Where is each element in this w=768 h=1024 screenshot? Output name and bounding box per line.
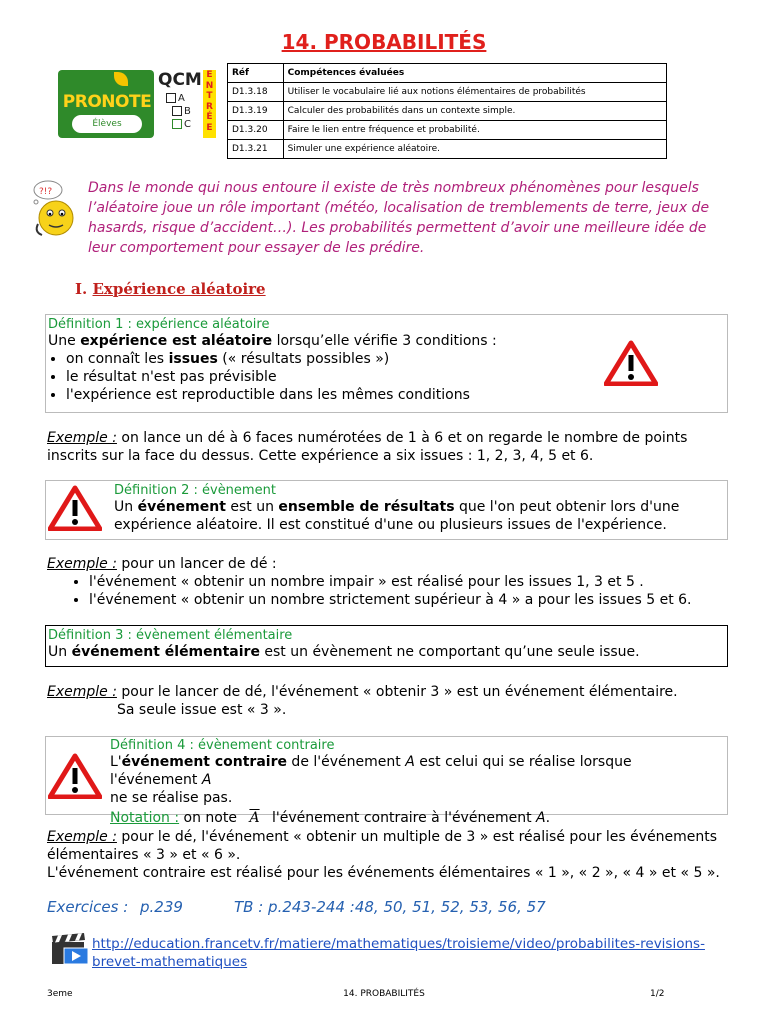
competence-cell: Faire le lien entre fréquence et probabilité. <box>283 121 666 140</box>
ref-cell: D1.3.21 <box>228 140 284 159</box>
definition-text: Un événement est un ensemble de résultats que l'on peut obtenir lors d'une expérience aléatoire. Il est constitué d'une ou plusieurs issues de l'expérience. <box>114 499 680 533</box>
example-2: Exemple : pour un lancer de dé : • l'événement « obtenir un nombre impair » est réalisé pour les issues 1, 3 et 5 . • l'événement « obtenir un nombre strictement supérieur à 4 » a pour les issues 5 et 6. <box>47 555 737 609</box>
footer-level: 3eme <box>47 989 73 999</box>
definition-title: Définition 2 : évènement <box>114 483 276 498</box>
table-header-row <box>228 64 667 83</box>
eleves-badge: Élèves <box>72 115 142 133</box>
list-item: • le résultat n'est pas prévisible <box>66 368 725 386</box>
column-header-competences: Compétences évaluées <box>283 64 666 83</box>
list-item: • on connaît les issues (« résultats possibles ») <box>66 350 725 368</box>
section-heading: I. Expérience aléatoire <box>75 280 266 298</box>
svg-text:?!?: ?!? <box>39 187 53 197</box>
competence-cell: Simuler une expérience aléatoire. <box>283 140 666 159</box>
ref-cell: D1.3.18 <box>228 83 284 102</box>
video-link[interactable]: http://education.francetv.fr/matiere/mathematiques/troisieme/video/probabilites-revisions-brevet-mathematiques <box>92 936 705 970</box>
checkbox-icon <box>172 106 182 116</box>
exercices-page: p.239 <box>140 898 183 916</box>
example-4: Exemple : pour le dé, l'événement « obtenir un multiple de 3 » est réalisé pour les événements élémentaires « 3 » et « 6 ». L'événement contraire est réalisé pour les événements élémentaires « 1 », « 2 », « 4 » et « 5 ». <box>47 829 720 881</box>
ref-cell: D1.3.19 <box>228 102 284 121</box>
footer-title: 14. PROBABILITÉS <box>343 989 425 999</box>
page-number: 1/2 <box>650 989 665 999</box>
qcm-title: QCM <box>158 70 202 90</box>
intro-paragraph: Dans le monde qui nous entoure il existe de très nombreux phénomènes pour lesquels l’aléatoire joue un rôle important (météo, localisation de tremblements de terre, jeux de hasards, risque d’accident…). Les probabilités permettent d’avoir une meilleure idée de leur comportement pour essayer de les prédire. <box>88 180 710 256</box>
qcm-option-b: B <box>172 106 191 117</box>
example-list <box>47 573 737 609</box>
checkbox-icon <box>166 93 176 103</box>
exercices-tb: TB : p.243-244 :48, 50, 51, 52, 53, 56, 57 <box>234 898 546 916</box>
pronote-logo-text: PRONOTE <box>62 92 152 112</box>
table-row <box>228 140 667 159</box>
example-1: Exemple : on lance un dé à 6 faces numérotées de 1 à 6 et on regarde le nombre de points inscrits sur la face du dessus. Cette expérience a six issues : 1, 2, 3, 4, 5 et 6. <box>47 430 688 464</box>
definition-text: Une expérience est aléatoire lorsqu’elle vérifie 3 conditions : <box>48 333 497 349</box>
example-3: Exemple : pour le lancer de dé, l'événement « obtenir 3 » est un événement élémentaire. Sa seule issue est « 3 ». <box>47 684 678 718</box>
table-row <box>228 102 667 121</box>
definition-title: Définition 3 : évènement élémentaire <box>48 628 293 643</box>
qcm-option-c: C <box>172 119 191 130</box>
list-item: • l'événement « obtenir un nombre strictement supérieur à 4 » a pour les issues 5 et 6. <box>89 591 737 609</box>
video-clapperboard-icon <box>50 932 90 966</box>
competences-table <box>227 63 667 159</box>
definition-4-content: Définition 4 : évènement contraire L'événement contraire de l'événement A est celui qui se réalise lorsque l'événement A ne se réalise pas. Notation : on note $\overline{A}$ l'événement contraire à l'événement A. <box>110 738 720 827</box>
competence-cell: Calculer des probabilités dans un contexte simple. <box>283 102 666 121</box>
exercices-label: Exercices : <box>47 898 129 916</box>
column-header-ref: Réf <box>228 64 284 83</box>
table-row <box>228 83 667 102</box>
warning-icon <box>48 753 102 799</box>
definition-text: Un événement élémentaire est un évènement ne comportant qu’une seule issue. <box>48 644 640 660</box>
thinking-smiley-icon <box>30 180 82 240</box>
warning-icon <box>48 485 102 531</box>
list-item: • l'expérience est reproductible dans les mêmes conditions <box>66 386 725 404</box>
definition-2-content <box>114 483 714 534</box>
definition-title: Définition 4 : évènement contraire <box>110 738 335 753</box>
checkmark-icon <box>172 119 182 129</box>
list-item: • l'événement « obtenir un nombre impair » est réalisé pour les issues 1, 3 et 5 . <box>89 573 737 591</box>
table-row <box>228 121 667 140</box>
definition-text: L'événement contraire de l'événement A est celui qui se réalise lorsque l'événement A <box>110 754 632 788</box>
definition-title: Définition 1 : expérience aléatoire <box>48 317 270 332</box>
page-title: 14. PROBABILITÉS <box>281 30 487 54</box>
competence-cell: Utiliser le vocabulaire lié aux notions élémentaires de probabilités <box>283 83 666 102</box>
ref-cell: D1.3.20 <box>228 121 284 140</box>
warning-icon <box>604 340 658 386</box>
qcm-option-a: A <box>166 93 185 104</box>
notation-line: Notation : on note $\overline{A}$ l'événement contraire à l'événement A. <box>110 810 551 826</box>
definition-box-3 <box>45 625 728 667</box>
entree-banner: E N T R É E <box>203 70 216 138</box>
